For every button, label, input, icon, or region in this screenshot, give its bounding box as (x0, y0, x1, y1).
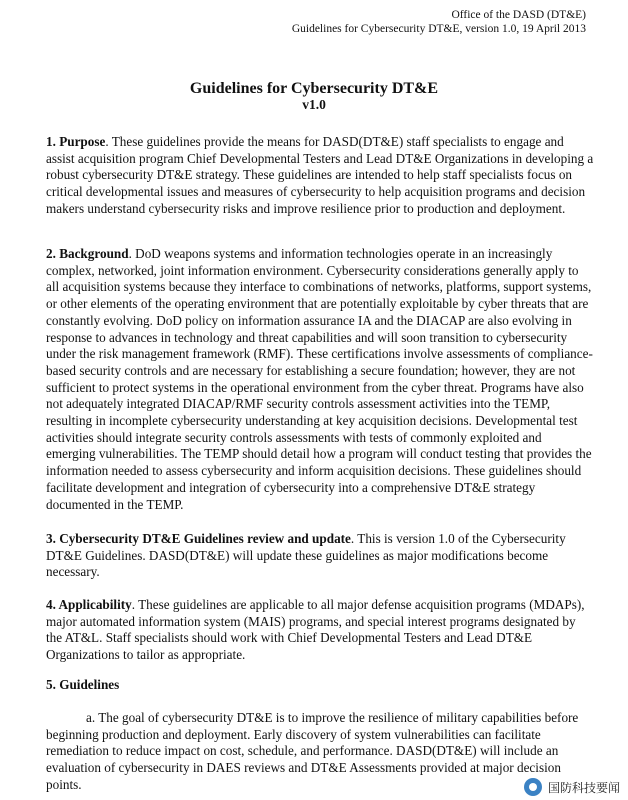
section-background (46, 246, 594, 513)
section-body: . These guidelines are applicable to all major defense acquisition programs (MDAPs), major automated information system (MAIS) programs, and special interest programs designated by the AT&L. Staff specialists should work with Chief Developmental Testers and Lead DT&E Organizations to tailor as appropriate. (46, 597, 585, 663)
doc-reference-line: Guidelines for Cybersecurity DT&E, version 1.0, 19 April 2013 (291, 23, 586, 35)
section-applicability (46, 597, 594, 664)
section-guidelines (46, 677, 594, 694)
section-body: . This is version 1.0 of the Cybersecurity DT&E Guidelines. DASD(DT&E) will update these guidelines as major modifications become necessary. (46, 531, 566, 580)
section-heading: 2. Background (46, 246, 129, 261)
document-header (292, 8, 586, 36)
watermark-text: 国防科技要闻 (547, 780, 620, 795)
section-heading: 3. Cybersecurity DT&E Guidelines review and update (46, 531, 351, 546)
office-line: Office of the DASD (DT&E) (451, 9, 586, 21)
document-title: Guidelines for Cybersecurity DT&E (189, 80, 439, 97)
watermark (524, 778, 620, 796)
section-review-update (46, 531, 594, 581)
section-heading: 1. Purpose (46, 134, 106, 149)
section-purpose (46, 134, 594, 218)
subsection-a: a. The goal of cybersecurity DT&E is to improve the resilience of military capabilities before beginning production and deployment. Early discovery of system vulnerabilities can facilitate remediation to reduce impact on cost, schedule, and performance. DASD(DT&E) will include an evaluation of cybersecurity in DAES reviews and DT&E Assessments provided at major decision points. (46, 710, 579, 792)
document-version: v1.0 (302, 97, 326, 112)
section-heading: 4. Applicability (46, 597, 132, 612)
wechat-account-icon (524, 778, 542, 796)
section-body: . DoD weapons systems and information technologies operate in an increasingly complex, networked, joint information environment. Cybersecurity considerations generally apply to all acquisition systems because they interface to combinations of networks, platforms, support systems, or other elements of the operating environment that are potentially exploitable by cyber threats that are constantly evolving. DoD policy on information assurance IA and the DIACAP are also evolving in response to advances in technology and threat capabilities and will soon transition to cybersecurity under the risk management framework (RMF). These certifications involve assessments of compliance-based security controls and are necessary for establishing a secure foundation; however, they are not sufficient to protect systems in the operational environment from the cyber threat. Programs have also not adequately integrated DIACAP/RMF security controls assessment activities into the TEMP, resulting in incomplete cybersecurity understanding at key acquisition decisions. Developmental test activities should integrate security controls assessments with tests of commonly exploited and emerging vulnerabilities. The TEMP should detail how a program will conduct testing that provides the information needed to assess cybersecurity and inform acquisition decisions. These guidelines should facilitate development and integration of cybersecurity into a comprehensive DT&E strategy documented in the TEMP. (46, 246, 593, 512)
section-body: . These guidelines provide the means for DASD(DT&E) staff specialists to engage and assist acquisition program Chief Developmental Testers and Lead DT&E Organizations in developing a robust cybersecurity DT&E strategy. These guidelines are intended to help staff specialists focus on critical developmental issues and measures of cybersecurity to help acquisition programs and decision makers understand cybersecurity risks and improve resilience prior to production and deployment. (46, 134, 594, 216)
section-heading: 5. Guidelines (46, 677, 120, 692)
